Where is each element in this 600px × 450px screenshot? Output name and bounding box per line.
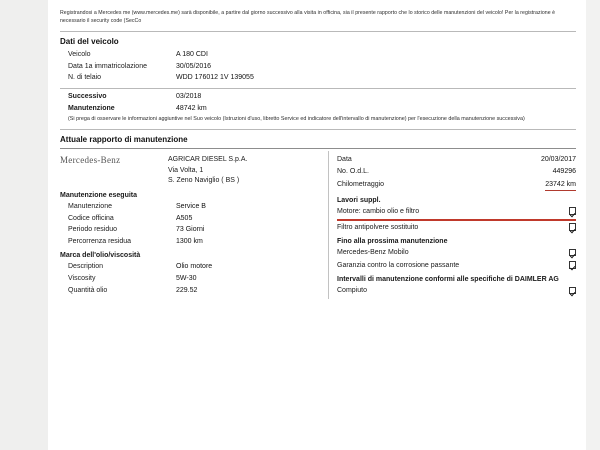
divider-top — [60, 31, 576, 32]
header-note: Registrandosi a Mercedes me (www.mercedes.me) sarà disponibile, a partire dal giorno successivo alla visita in officina, sia il presente rapporto che lo storico delle manutenzioni del veicolo! Per la registrazione è necessario il security code (SecCo — [60, 10, 556, 24]
vehicle-row-value: WDD 176012 1V 139055 — [176, 74, 254, 82]
divider-report — [60, 148, 576, 149]
performed-row-label: Periodo residuo — [68, 226, 118, 234]
until-next-item[interactable] — [337, 248, 576, 257]
vehicle-row-value: A 180 CDI — [176, 50, 208, 58]
performed-row — [68, 225, 322, 234]
performed-title: Manutenzione eseguita — [60, 191, 138, 199]
until-next-item[interactable] — [337, 261, 576, 270]
report-title: Attuale rapporto di manutenzione — [60, 135, 188, 145]
performed-row-value: A505 — [176, 214, 193, 222]
performed-row — [68, 202, 322, 211]
vehicle-row — [68, 62, 576, 71]
report-meta-label: No. O.d.L. — [337, 168, 369, 176]
intervals-item[interactable] — [337, 286, 576, 295]
oil-row-label: Quantità olio — [68, 286, 108, 294]
odometer-value: 23742 km — [545, 180, 576, 191]
next-service-value: 48742 km — [176, 104, 207, 112]
performed-row-label: Percorrenza residua — [68, 238, 132, 246]
report-columns — [60, 151, 576, 299]
extra-work-label: Motore: cambio olio e filtro — [337, 208, 420, 215]
oil-row-value: 229.52 — [176, 286, 198, 294]
vehicle-row-label: N. di telaio — [68, 74, 102, 82]
report-right-column — [337, 151, 576, 299]
report-meta-label: Chilometraggio — [337, 180, 385, 188]
report-meta-row — [337, 155, 576, 165]
next-service-label: Manutenzione — [68, 104, 115, 112]
report-meta-value: 449296 — [552, 168, 576, 176]
oil-row — [68, 274, 322, 283]
extra-work-checkbox[interactable] — [569, 207, 577, 216]
performed-row-value: Service B — [176, 202, 206, 210]
until-next-label: Mercedes-Benz Mobilo — [337, 249, 409, 257]
intervals-title: Intervalli di manutenzione conformi alle specifiche di DAIMLER AG — [337, 276, 559, 284]
next-service-row — [68, 104, 576, 113]
dealer-name: AGRICAR DIESEL S.p.A. — [168, 156, 248, 164]
oil-row-label: Viscosity — [68, 274, 96, 282]
oil-rows — [60, 262, 322, 295]
until-next-checkbox[interactable] — [569, 261, 577, 270]
brand-logo-text: Mercedes-Benz — [60, 155, 121, 166]
oil-row-label: Description — [68, 262, 104, 270]
next-service-note: (Si prega di osservare le informazioni aggiuntive nel Suo veicolo (Istruzioni d'uso, libretto Service ed indicatore dell'intervallo di manutenzione) per l'esecuzione della manutenzione successiva) — [68, 116, 525, 123]
document-sheet — [48, 0, 586, 450]
dealer-address: Via Volta, 1 — [168, 166, 204, 174]
performed-row — [68, 237, 322, 246]
report-left-column — [60, 151, 328, 299]
until-next-title: Fino alla prossima manutenzione — [337, 238, 448, 246]
extra-work-item[interactable] — [337, 223, 576, 232]
vehicle-rows — [60, 50, 576, 83]
oil-title: Marca dell'olio/viscosità — [60, 251, 141, 259]
vehicle-row — [68, 73, 576, 82]
oil-row — [68, 286, 322, 295]
vehicle-section-title: Dati del veicolo — [60, 36, 119, 46]
extra-works-title: Lavori suppl. — [337, 197, 381, 204]
performed-row-value: 1300 km — [176, 238, 203, 246]
divider-next-service — [60, 129, 576, 130]
next-service-rows — [60, 92, 576, 124]
scan-margin-left — [0, 0, 48, 450]
extra-work-label: Filtro antipolvere sostituito — [337, 224, 419, 232]
until-next-checkbox[interactable] — [569, 248, 577, 257]
extra-work-checkbox[interactable] — [569, 223, 577, 232]
scan-margin-right — [586, 0, 600, 450]
vehicle-row-label: Data 1a immatricolazione — [68, 62, 147, 70]
report-meta-row — [337, 180, 576, 191]
performed-row-label: Codice officina — [68, 214, 114, 222]
until-next-label: Garanzia contro la corrosione passante — [337, 261, 460, 269]
oil-row — [68, 262, 322, 271]
column-divider — [328, 151, 329, 299]
performed-row-label: Manutenzione — [68, 202, 112, 210]
report-meta-value: 20/03/2017 — [540, 156, 576, 164]
extra-work-item[interactable] — [337, 207, 576, 216]
report-meta-row — [337, 167, 576, 177]
vehicle-row-label: Veicolo — [68, 50, 91, 58]
next-service-label: Successivo — [68, 92, 107, 100]
vehicle-row — [68, 50, 576, 59]
performed-rows — [60, 202, 322, 247]
performed-row-value: 73 Giorni — [176, 226, 205, 234]
oil-row-value: 5W-30 — [176, 274, 197, 282]
document-content — [60, 10, 576, 299]
oil-row-value: Olio motore — [176, 262, 213, 270]
dealer-city: S. Zeno Naviglio ( BS ) — [168, 177, 240, 185]
next-service-row — [68, 92, 576, 101]
intervals-label: Compiuto — [337, 287, 367, 295]
next-service-value: 03/2018 — [176, 92, 202, 100]
report-meta-label: Data — [337, 156, 352, 164]
performed-row — [68, 214, 322, 223]
intervals-checkbox[interactable] — [569, 286, 577, 295]
red-highlight-underline — [337, 219, 576, 221]
vehicle-row-value: 30/05/2016 — [176, 62, 212, 70]
